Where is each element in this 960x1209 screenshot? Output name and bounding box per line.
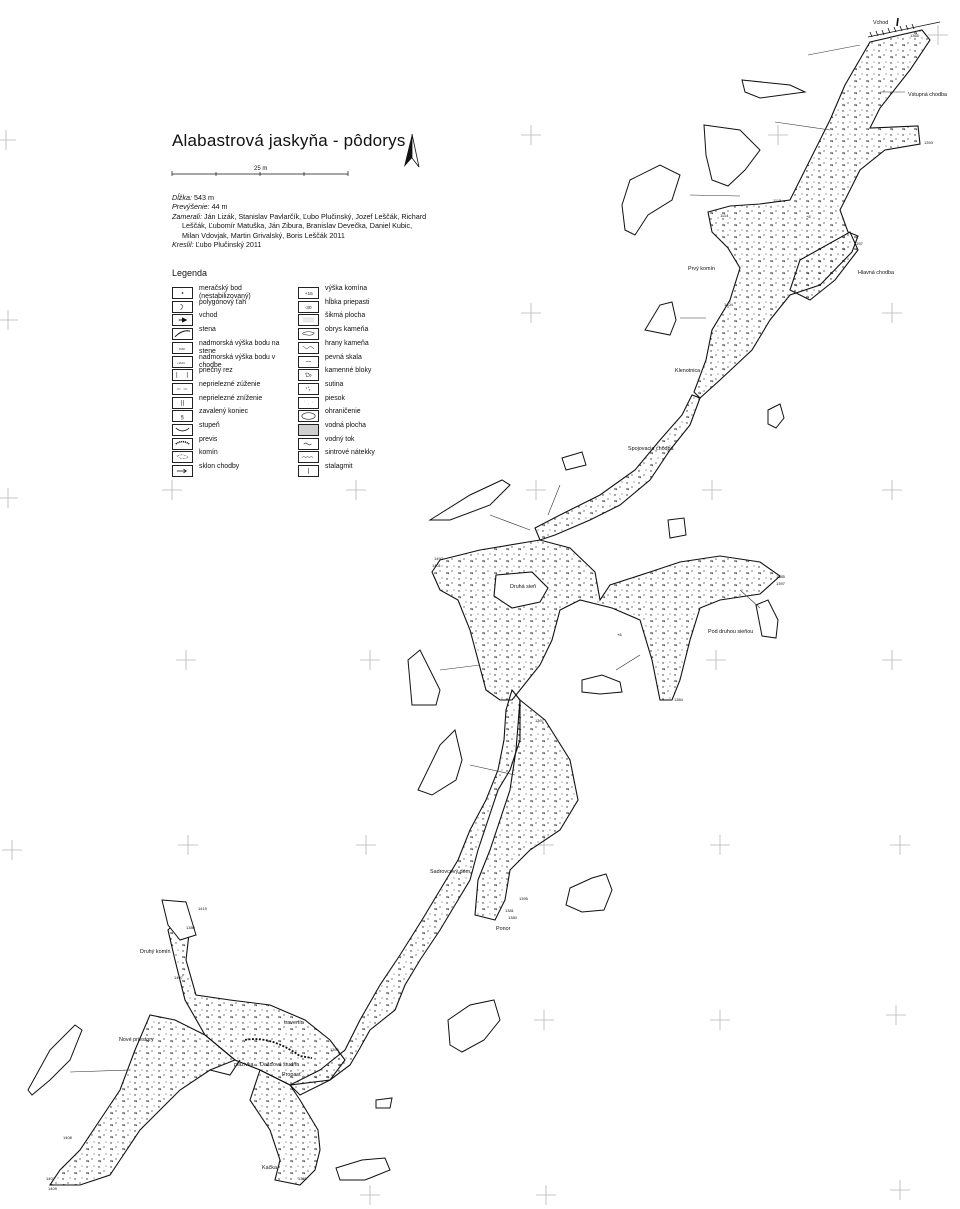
legend-symbol-water [298, 424, 319, 436]
elev-number: 1419 [198, 906, 207, 911]
legend-symbol-alt-corr [172, 356, 193, 368]
svg-text:§: § [180, 415, 184, 422]
elev-number: 1391 [298, 1176, 307, 1181]
label-vstupna-chodba: Vstupná chodba [908, 92, 947, 98]
legend-label: ohraničenie [325, 408, 361, 416]
elevation-value: 44 m [211, 202, 228, 212]
elev-number: 1397 [776, 581, 785, 586]
label-kacka: Kačka [262, 1165, 277, 1171]
length-key: Dĺžka: [172, 193, 192, 202]
length-row [172, 193, 427, 202]
elev-number: 1115 [773, 198, 782, 203]
legend-label: stalagmit [325, 463, 353, 471]
svg-text:-30: -30 [304, 305, 312, 311]
drawn-value: Ľubo Plučinský 2011 [195, 240, 262, 250]
legend-symbol-lowering [172, 397, 193, 409]
legend-symbol-poly [172, 301, 193, 313]
legend-label: sintrové nátekky [325, 449, 375, 457]
legend-label: vodný tok [325, 435, 355, 443]
elev-number: 1397 [535, 718, 544, 723]
legend-symbol-stone-outline [298, 328, 319, 340]
map-title: Alabastrová jaskyňa - pôdorys [172, 131, 406, 150]
metadata-block [172, 193, 427, 249]
legend-label: výška komína [325, 285, 368, 292]
legend-label: obrys kameňa [325, 326, 369, 334]
label-plazivka: plazivka [234, 1062, 254, 1068]
elev-number: 1381 [505, 908, 514, 913]
legend-label: meračský bod [199, 285, 242, 292]
legend-label: stena [199, 326, 216, 334]
legend-symbol-stalagmite [298, 465, 319, 477]
survey-key: Zamerali: [172, 211, 202, 221]
legend-label: sklon chodby [199, 463, 240, 471]
label-sadrovcovy-dom: Sadrovcový dóm [430, 869, 471, 875]
label-prvy-komin: Prvý komín [688, 266, 715, 272]
label-druha-sien: Druhá sieň [510, 584, 537, 590]
legend-label: vodná plocha [325, 422, 366, 429]
label-ponor: Ponor [496, 926, 511, 932]
legend-symbol-boundary [298, 410, 319, 422]
legend-symbol-wall [172, 328, 193, 340]
legend-label: hrany kameňa [325, 339, 369, 347]
elevation-row [172, 202, 427, 211]
elev-number: 1409 [48, 1186, 57, 1191]
label-travertin: travertín [284, 1020, 304, 1026]
legend-label: piesok [325, 394, 345, 402]
elev-number: 1396 [330, 1047, 339, 1052]
elev-number: 1404 [724, 302, 733, 307]
legend-label: zavalený koniec [199, 408, 249, 416]
legend-symbol-slope [172, 465, 193, 477]
legend-label: kamenné bloky [325, 367, 372, 375]
legend-title: Legenda [172, 268, 208, 278]
legend-label: pevná skala [325, 353, 362, 361]
legend-symbol-stream [298, 438, 319, 450]
label-dazdova-studna: Dažďová studňa [260, 1062, 300, 1068]
legend-label: vchod [199, 312, 218, 320]
legend-symbol-cross [172, 369, 193, 381]
svg-text:+15: +15 [304, 291, 313, 297]
legend-symbol-collapsed [172, 410, 193, 422]
legend-label: neprielezné zúženie [199, 380, 261, 388]
elev-number: 1365 [910, 33, 919, 38]
legend-symbol-rubble [298, 383, 319, 395]
legend-label: priečny rez [199, 367, 233, 375]
legend-symbol-sand [298, 397, 319, 409]
north-arrow-icon [404, 134, 419, 167]
legend-symbol-inclined [298, 314, 319, 326]
scale-label: 25 m [254, 166, 268, 172]
elev-number: 1395 [519, 896, 528, 901]
drawn-row [172, 240, 427, 249]
legend-symbol-blocks [298, 369, 319, 381]
survey-row [172, 212, 427, 240]
legend-symbol-overhang [172, 438, 193, 450]
legend-label: neprielezné zníženie [199, 394, 263, 402]
label-spojovacia-chodba: Spojovacia chodba [628, 446, 674, 452]
legend-label: stupeň [199, 422, 220, 429]
elev-number: 1380 [508, 915, 517, 920]
legend-symbol-chimney-h [298, 287, 319, 299]
length-value: 543 m [193, 193, 214, 202]
label-druhy-komin: Druhý komín [140, 949, 171, 955]
legend-symbol-entrance [172, 314, 193, 326]
legend-symbol-step [172, 424, 193, 436]
legend-symbol-alt-wall [172, 342, 193, 354]
legend-label: šikmá plocha [325, 312, 366, 320]
elev-number: 1407 [174, 975, 183, 980]
survey-line-3: Milan Vdovjak, Martin Grivalský, Boris Leščák 2011 [182, 230, 345, 240]
label-hlavna-chodba: Hlavná chodba [858, 270, 894, 276]
label-klenotnica: Klenotnica [675, 368, 701, 374]
legend-label-line2: stene [199, 347, 216, 355]
legend-label: previs [199, 435, 218, 443]
elev-number: 1493 [434, 556, 443, 561]
legend-symbol-sinter [298, 451, 319, 463]
elev-number: +8 [617, 632, 622, 637]
label-propast: Propasť [282, 1072, 302, 1078]
legend-label: komín [199, 449, 218, 457]
legend-label: hĺbka priepasti [325, 298, 370, 306]
legend-symbol-dot [172, 287, 193, 299]
elevation-key: Prevýšenie: [172, 202, 210, 212]
legend-label: sutina [325, 380, 344, 388]
svg-text:+1610: +1610 [176, 360, 185, 365]
svg-text:1650: 1650 [178, 346, 186, 351]
elev-number: 1393 [924, 140, 933, 145]
drawn-key: Kreslil: [172, 240, 194, 250]
legend-symbol-stone-edge [298, 342, 319, 354]
legend-label-line2: chodbe [199, 361, 222, 369]
legend-label-line2: (nestabilizovaný) [199, 293, 251, 300]
legend-symbol-abyss [298, 301, 319, 313]
survey-line-2: Leščák, Ľubomír Matuška, Ján Zibura, Branislav Devečka, Daniel Kubic, [182, 221, 413, 231]
legend-symbol-narrow [172, 383, 193, 395]
legend-symbol-rock [298, 356, 319, 368]
legend-label: polygónový ťah [199, 298, 247, 306]
elev-number: 1401 [432, 563, 441, 568]
elev-number: 1385 [776, 574, 785, 579]
legend-label: nadmorská výška bodu na [199, 339, 280, 347]
elev-number: 1114 [720, 213, 729, 218]
elev-number: 1407 [46, 1176, 55, 1181]
elev-number: +8 [806, 214, 811, 219]
legend-label: nadmorská výška bodu v [199, 353, 276, 361]
label-nove-priestory: Nové priestory [119, 1037, 154, 1043]
elev-number: 1384 [674, 697, 683, 702]
label-vchod: Vchod [873, 20, 889, 26]
elev-number: 1380 [186, 925, 195, 930]
elev-number: 1397 [854, 241, 863, 246]
elev-number: 1408 [63, 1135, 72, 1140]
label-pod-druhou-sienou: Pod druhou sieňou [708, 629, 754, 635]
legend-symbol-chimney [172, 451, 193, 463]
survey-line-1: Ján Lizák, Stanislav Pavlarčík, Ľubo Plučinský, Jozef Leščák, Richard [203, 211, 427, 221]
